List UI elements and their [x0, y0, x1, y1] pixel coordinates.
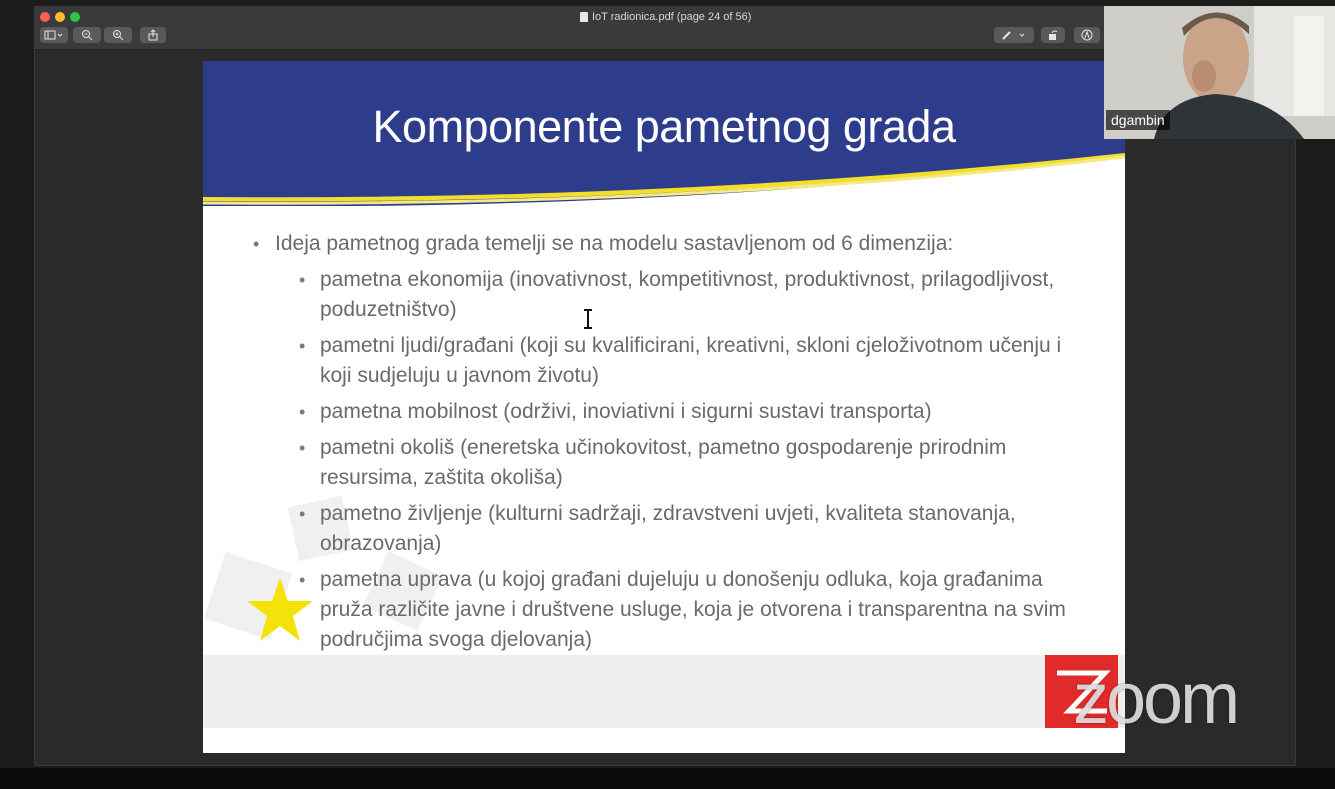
close-window-button[interactable] — [40, 12, 50, 22]
text-cursor-icon — [582, 309, 594, 329]
share-button[interactable] — [140, 27, 166, 43]
rotate-icon — [1047, 29, 1059, 41]
pen-icon — [1000, 29, 1028, 41]
list-item: • pametni okoliš (eneretska učinokovitost, pametno gospodarenje prirodnim resursima, zaštita okoliša) — [253, 433, 1113, 493]
annotate-button[interactable] — [1074, 27, 1100, 43]
zoom-in-icon — [112, 29, 124, 41]
zoom-window-button[interactable] — [70, 12, 80, 22]
sidebar-toggle-button[interactable] — [40, 27, 68, 43]
sidebar-icon — [44, 30, 64, 40]
document-icon — [580, 12, 588, 22]
bottom-bar — [0, 768, 1335, 789]
slide-body — [253, 229, 1113, 655]
zoom-in-button[interactable] — [104, 27, 132, 43]
bullet-intro: • Ideja pametnog grada temelji se na modelu sastavljenom od 6 dimenzija: — [253, 229, 1113, 259]
document-title: IoT radionica.pdf (page 24 of 56) — [592, 11, 752, 23]
zoom-out-icon — [81, 29, 93, 41]
list-item: • pametno življenje (kulturni sadržaji, zdravstveni uvjeti, kvaliteta stanovanja, obrazovanja) — [253, 499, 1113, 559]
participant-video[interactable] — [1104, 6, 1335, 139]
share-icon — [147, 29, 159, 41]
window-title — [580, 9, 751, 25]
list-item: • pametni ljudi/građani (koji su kvalificirani, kreativni, skloni cjeloživotnom učenju i koji sudjeluju u javnom životu) — [253, 331, 1113, 391]
rotate-button[interactable] — [1041, 27, 1065, 43]
list-item: • pametna mobilnost (održivi, inoviativni i sigurni sustavi transporta) — [253, 397, 1113, 427]
markup-button[interactable] — [994, 27, 1034, 43]
annotation-icon — [1081, 29, 1093, 41]
slide-footer-band — [203, 655, 1125, 728]
list-item: • pametna uprava (u kojoj građani dujeluju u donošenju odluka, koja građanima pruža različite javne i društvene usluge, koja je otvorena i transparentna na svim područjima svoga djelovanja) — [253, 565, 1113, 655]
list-item: • pametna ekonomija (inovativnost, kompetitivnost, produktivnost, prilagodljivost, poduzetništvo) — [253, 265, 1113, 325]
participant-name: dgambin — [1106, 110, 1170, 130]
slide-title: Komponente pametnog grada — [372, 101, 956, 152]
minimize-window-button[interactable] — [55, 12, 65, 22]
zoom-watermark: zoom — [1073, 659, 1238, 739]
pdf-page — [203, 61, 1125, 753]
zoom-out-button[interactable] — [73, 27, 101, 43]
header-swoosh — [203, 141, 1125, 211]
